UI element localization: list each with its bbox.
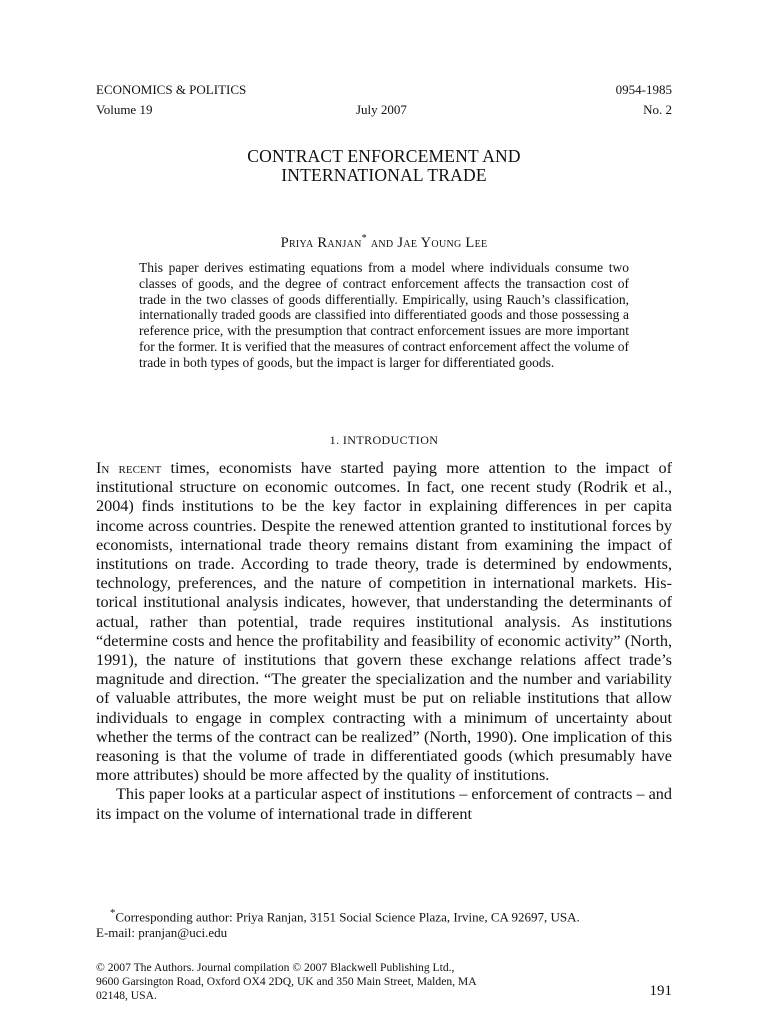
paragraph-1	[96, 459, 672, 785]
abstract: This paper derives estimating equations from a model where individuals consume two classes of goods, and the degree of contract enforcement affects the transaction cost of trade in the two classes of goods differentially. Empirically, using Rauch’s classification, internationally traded goods are classified into differentiated goods and those possessing a reference price, with the presumption that contract enforcement issues are more important for the former. It is verified that the measures of contract enforcement affect the volume of trade in both types of goods, but the impact is larger for differentiated goods.	[139, 260, 629, 370]
body-text	[96, 459, 672, 824]
issn: 0954-1985	[615, 82, 672, 97]
authors	[96, 230, 672, 252]
author-1: Priya Ranjan	[280, 234, 362, 251]
copyright-line-1: © 2007 The Authors. Journal compilation © 2007 Blackwell Publishing Ltd.,	[96, 961, 455, 974]
footnote-line-1: *Corresponding author: Priya Ranjan, 3151 Social Science Plaza, Irvine, CA 92697, USA.	[110, 907, 580, 925]
page-number: 191	[649, 983, 672, 999]
paper-title-line-2: INTERNATIONAL TRADE	[281, 165, 487, 185]
footnote-marker: *	[110, 907, 116, 919]
copyright-line-3: 02148, USA.	[96, 989, 157, 1003]
authors-and: and	[366, 234, 398, 251]
copyright-line-2: 9600 Garsington Road, Oxford OX4 2DQ, UK and 350 Main Street, Malden, MA	[96, 975, 477, 989]
paragraph-1-text: times, economists have started paying more attention to the impact of institutional structure on economic outcomes. In fact, one recent study (Rodrik et al., 2004) finds institutions to be the key factor in explaining differences in per capita income across countries. Despite the renewed attention granted to institutional forces by economists, international trade theory remains distant from examining the impact of institutions on trade. According to trade theory, trade is determined by endowments, technology, preferences, and the nature of competition in international markets. Historical institutional analysis indicates, however, that understanding the determinants of actual, rather than potential, trade requires institutional analysis. As institutions “determine costs and hence the profitability and feasibility of economic activity” (North, 1991), the nature of institutions that govern these exchange relations affect trade’s magnitude and direction. “The greater the specialization and the number and variability of valuable attributes, the more weight must be put on reliable institutions that allow individuals to engage in complex contracting with a minimum of uncertainty about whether the terms of the contract can be realized” (North, 1990). One implication of this reasoning is that the volume of trade in differentiated goods (which presumably have more attributes) should be more affected by the quality of institutions.	[96, 459, 672, 785]
footnote-line-2: E-mail: pranjan@uci.edu	[96, 924, 228, 940]
corresponding-star: *	[361, 233, 367, 244]
paper-title-line-1: CONTRACT ENFORCEMENT AND	[247, 146, 521, 166]
paragraph-1-lead: In recent	[96, 459, 162, 477]
paragraph-2: This paper looks at a particular aspect of institutions – enforcement of contracts – and its impact on the volume of international trade in different	[96, 785, 672, 823]
journal-name: ECONOMICS & POLITICS	[96, 82, 247, 97]
section-heading: 1. INTRODUCTION	[329, 433, 439, 447]
footnote	[96, 906, 672, 941]
issue-date: July 2007	[356, 102, 407, 117]
volume: Volume 19	[96, 102, 153, 117]
copyright-notice	[96, 961, 566, 1004]
author-2: Jae Young Lee	[397, 234, 488, 251]
issue-number: No. 2	[643, 102, 672, 117]
